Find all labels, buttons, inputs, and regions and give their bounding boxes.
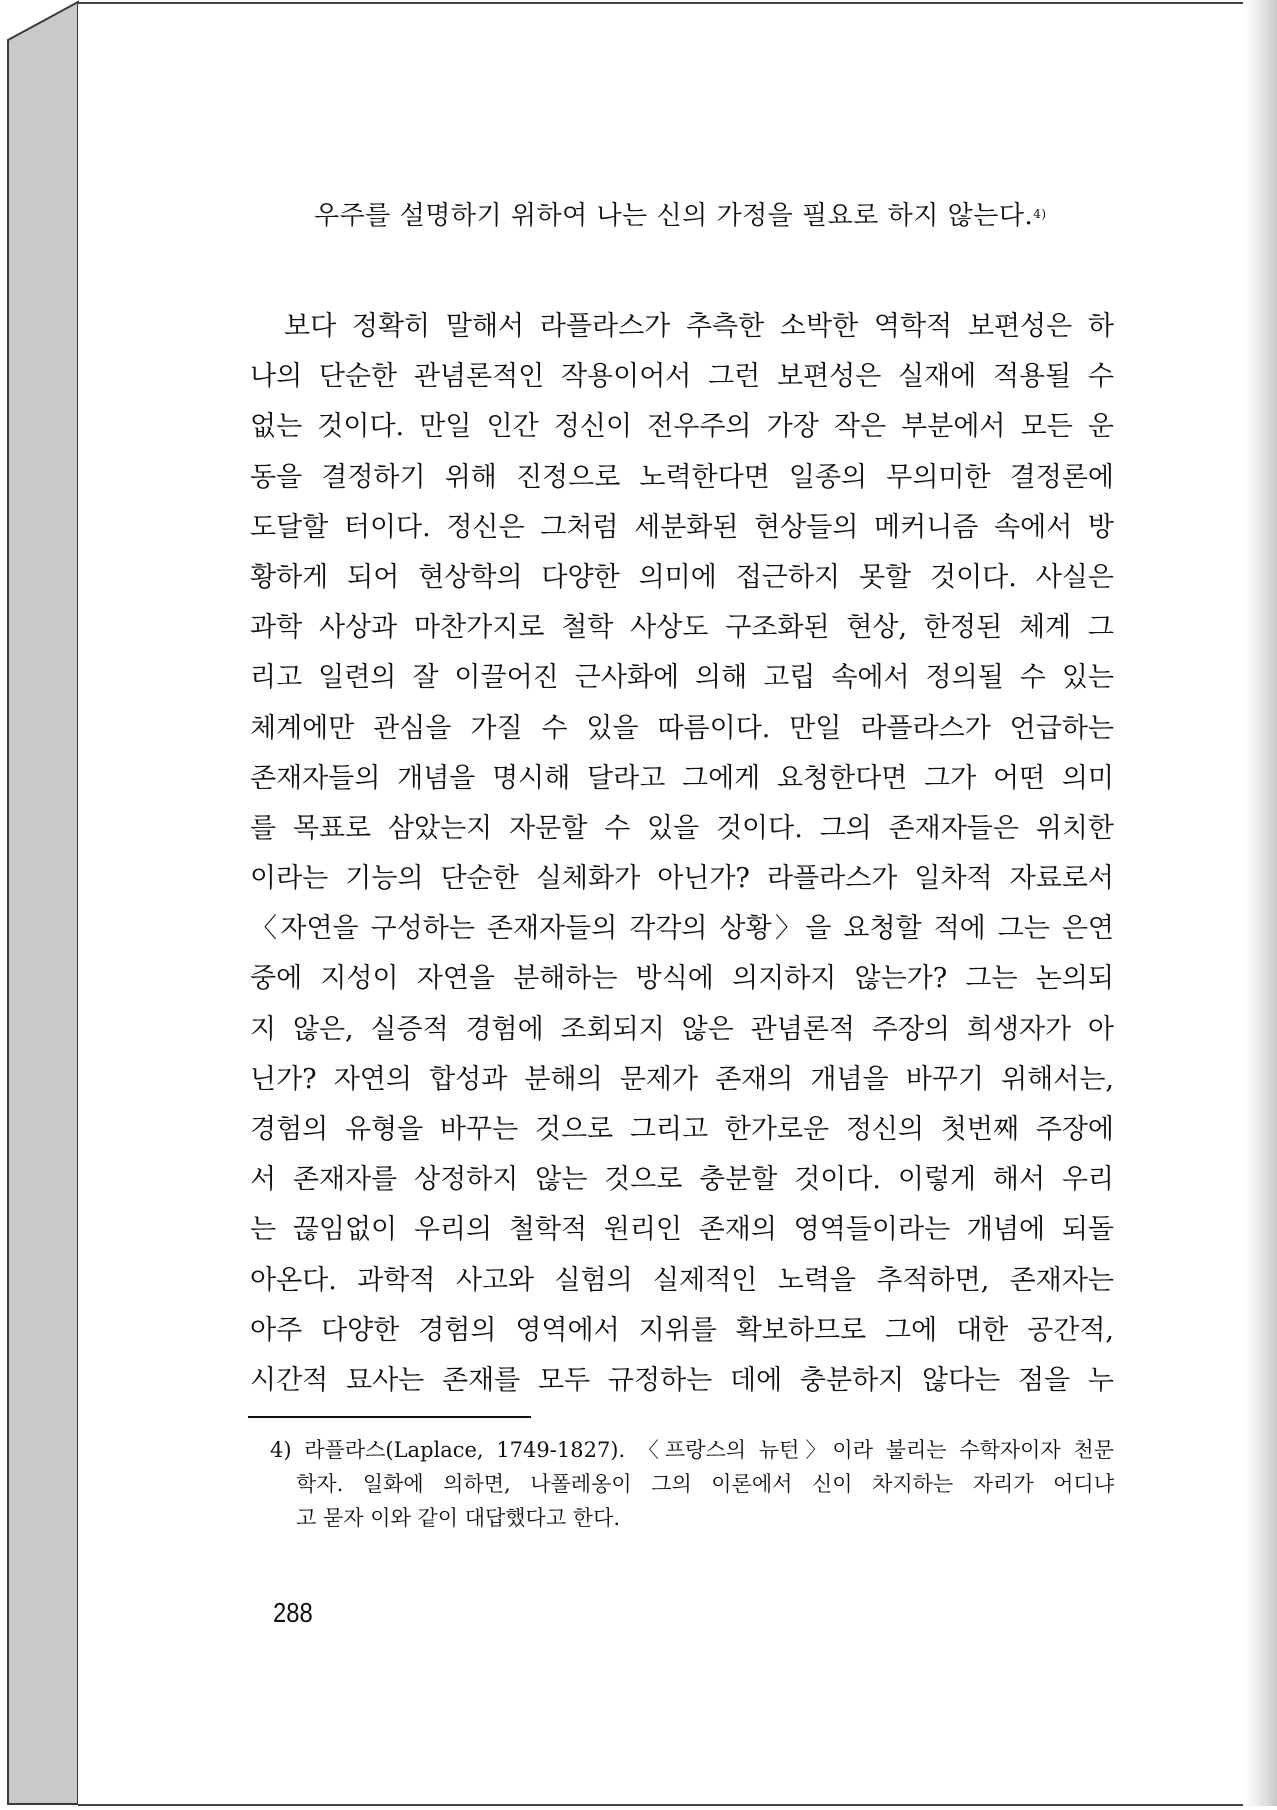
footnote <box>270 1433 1114 1535</box>
quote-text: 우주를 설명하기 위하여 나는 신의 가정을 필요로 하지 않는다. <box>314 201 1034 231</box>
body-line: 아온다. 과학적 사고와 실험의 실제적인 노력을 추적하면, 존재자는 <box>250 1264 1114 1296</box>
footnote-divider <box>248 1416 531 1418</box>
footnote-line: 학자. 일화에 의하면, 나폴레옹이 그의 이론에서 신이 차지하는 자리가 어디냐 <box>296 1472 1114 1496</box>
body-line: 과학 사상과 마찬가지로 철학 사상도 구조화된 현상, 한정된 체계 그 <box>250 612 1114 644</box>
body-line: 〈자연을 구성하는 존재자들의 각각의 상황〉을 요청할 적에 그는 은연 <box>250 913 1114 945</box>
body-line: 닌가? 자연의 합성과 분해의 문제가 존재의 개념을 바꾸기 위해서는, <box>250 1063 1114 1095</box>
footnote-line: 4) 라플라스(Laplace, 1749-1827). 〈프랑스의 뉴턴〉이라 불리는 수학자이자 천문 <box>270 1438 1114 1462</box>
body-line: 서 존재자를 상정하지 않는 것으로 충분할 것이다. 이렇게 해서 우리 <box>250 1164 1114 1196</box>
body-line: 보다 정확히 말해서 라플라스가 추측한 소박한 역학적 보편성은 하 <box>284 311 1114 342</box>
body-line: 없는 것이다. 만일 인간 정신이 전우주의 가장 작은 부분에서 모든 운 <box>250 411 1114 443</box>
body-line: 황하게 되어 현상학의 다양한 의미에 접근하지 못할 것이다. 사실은 <box>250 561 1114 593</box>
footnote-marker: 4) <box>1033 207 1047 221</box>
body-line: 경험의 유형을 바꾸는 것으로 그리고 한가로운 정신의 첫번째 주장에 <box>250 1114 1114 1145</box>
epigraph-quote <box>314 195 1047 232</box>
body-line: 지 않은, 실증적 경험에 조회되지 않은 관념론적 주장의 희생자가 아 <box>250 1013 1114 1045</box>
body-line: 아주 다양한 경험의 영역에서 지위를 확보하므로 그에 대한 공간적, <box>250 1314 1114 1346</box>
footnote-line: 고 묻자 이와 같이 대답했다고 한다. <box>296 1506 621 1530</box>
page-number: 288 <box>273 1597 313 1628</box>
page-edge-shadow <box>1243 0 1277 1806</box>
book-spine <box>0 0 80 1806</box>
body-line: 동을 결정하기 위해 진정으로 노력한다면 일종의 무의미한 결정론에 <box>250 461 1114 493</box>
body-line: 중에 지성이 자연을 분해하는 방식에 의지하지 않는가? 그는 논의되 <box>250 963 1114 995</box>
body-line: 리고 일련의 잘 이끌어진 근사화에 의해 고립 속에서 정의될 수 있는 <box>250 662 1114 694</box>
body-line: 이라는 기능의 단순한 실체화가 아닌가? 라플라스가 일차적 자료로서 <box>250 863 1114 895</box>
body-line: 를 목표로 삼았는지 자문할 수 있을 것이다. 그의 존재자들은 위치한 <box>250 812 1114 844</box>
body-line: 도달할 터이다. 정신은 그처럼 세분화된 현상들의 메커니즘 속에서 방 <box>250 511 1114 543</box>
body-line: 체계에만 관심을 가질 수 있을 따름이다. 만일 라플라스가 언급하는 <box>250 712 1114 744</box>
body-line: 는 끊임없이 우리의 철학적 원리인 존재의 영역들이라는 개념에 되돌 <box>250 1214 1114 1246</box>
body-line: 존재자들의 개념을 명시해 달라고 그에게 요청한다면 그가 어떤 의미 <box>250 762 1114 794</box>
body-paragraph <box>250 302 1114 1406</box>
body-line: 나의 단순한 관념론적인 작용이어서 그런 보편성은 실재에 적용될 수 <box>250 361 1114 393</box>
body-line: 시간적 묘사는 존재를 모두 규정하는 데에 충분하지 않다는 점을 누 <box>250 1364 1114 1396</box>
